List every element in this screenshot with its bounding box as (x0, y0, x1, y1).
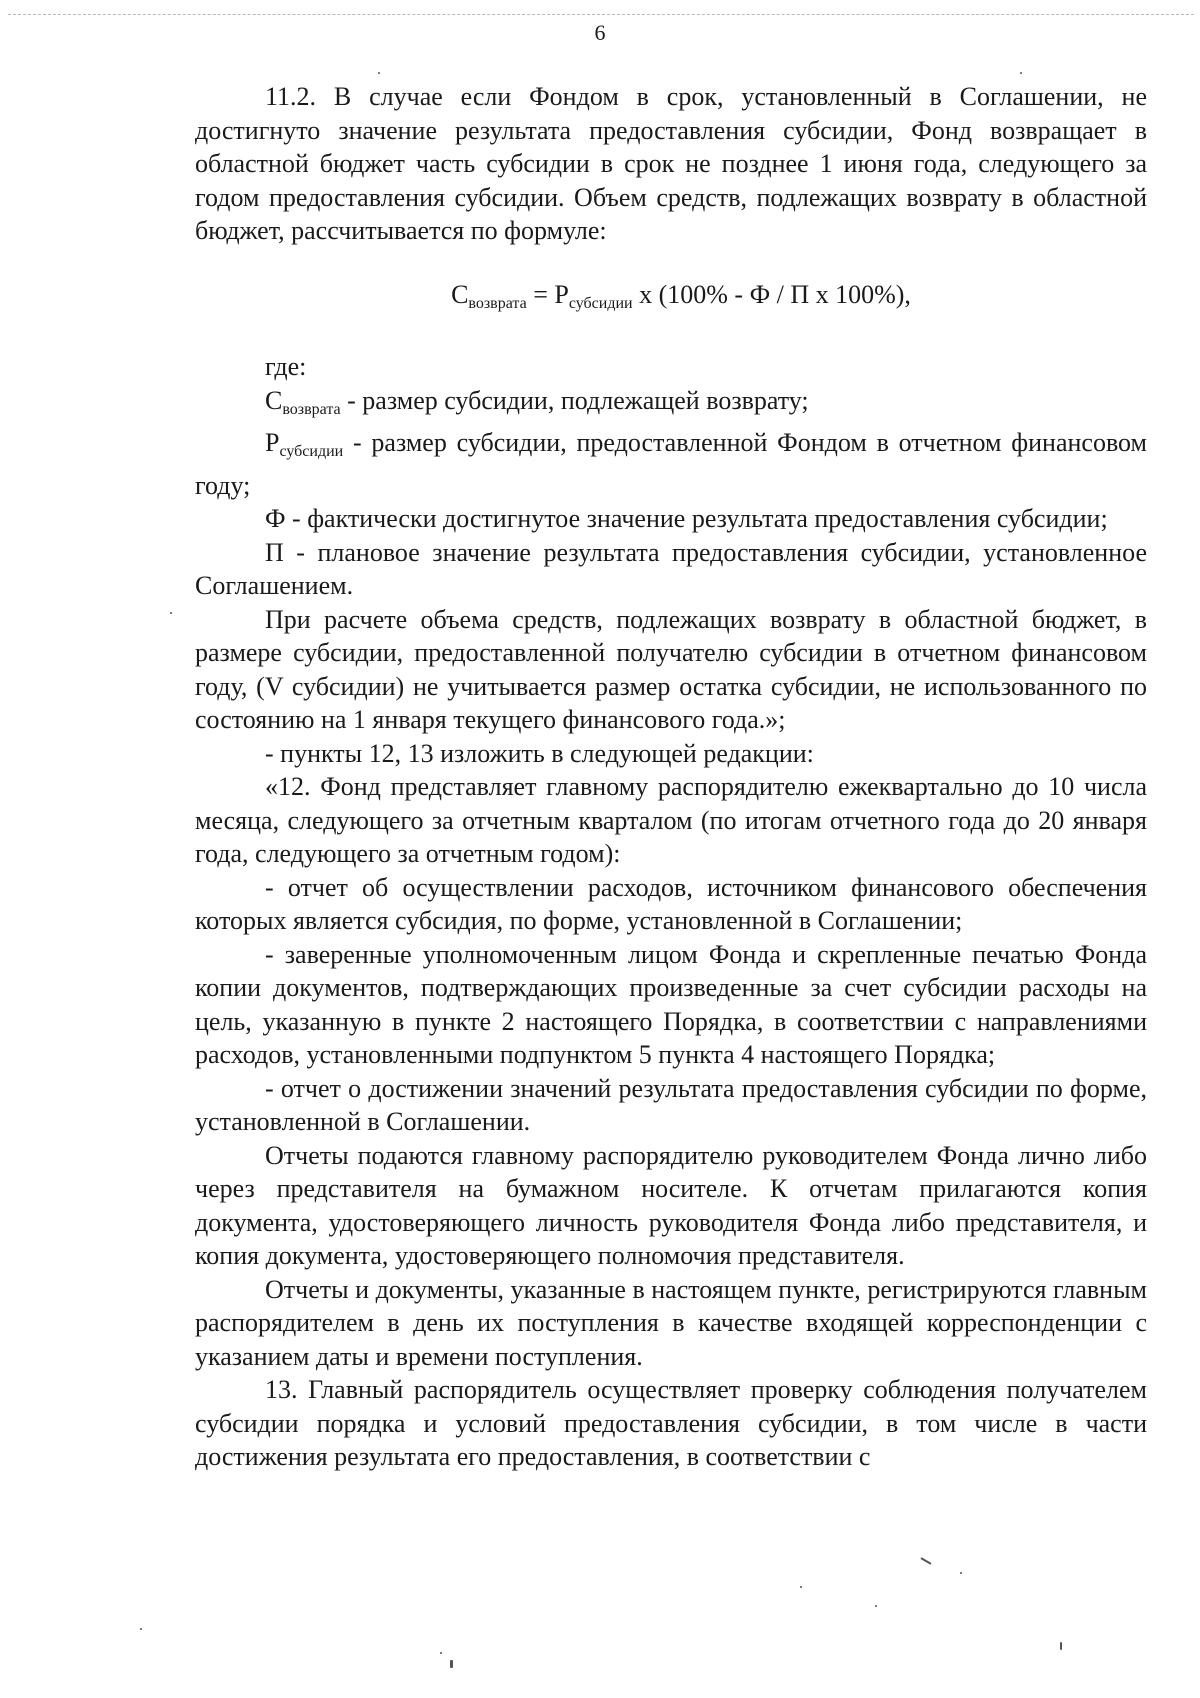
formula-p-subscript: субсидии (568, 294, 633, 312)
scan-speck (378, 72, 380, 74)
definition-p-text: - размер субсидии, предоставленной Фондом в отчетном финансовом году; (195, 428, 1147, 500)
scan-speck (800, 1586, 802, 1588)
scan-speck (450, 1660, 453, 1668)
definition-p-symbol: Р (265, 428, 280, 457)
paragraph-remainder-note: При расчете объема средств, подлежащих возврату в областной бюджет, в размере субсидии, предоставленной получателю субсидии в отчетном финансовом году, (V субсидии) не учитывается размер остатка субсидии, не использованного по состоянию на 1 января текущего финансового года.»; (195, 604, 1147, 734)
definition-c-subscript: возврата (282, 400, 341, 418)
paragraph-11-2: 11.2. В случае если Фондом в срок, установленный в Соглашении, не достигнуто значение результата предоставления субсидии, Фонд возвращает в областной бюджет часть субсидии в срок не позднее 1 июня года, следующего за годом предоставления субсидии. Объем средств, подлежащих возврату в областной бюджет, рассчитывается по формуле: (195, 82, 1147, 245)
paragraph-points-12-13: - пункты 12, 13 изложить в следующей редакции: (265, 738, 814, 768)
paragraph-report-submission: Отчеты подаются главному распорядителю руководителем Фонда лично либо через представителя на бумажном носителе. К отчетам прилагаются копия документа, удостоверяющего личность руководителя Фонда либо представителя, и копия документа, удостоверяющего полномочия представителя. (195, 1140, 1147, 1270)
paragraph-12: «12. Фонд представляет главному распорядителю ежеквартально до 10 числа месяца, следующего за отчетным кварталом (по итогам отчетного года до 20 января года, следующего за отчетным годом): (195, 772, 1147, 868)
definition-c-symbol: С (265, 385, 283, 415)
definition-c (195, 384, 1147, 427)
formula (195, 278, 1147, 321)
document-body (195, 80, 1147, 1474)
scan-speck (960, 1572, 962, 1574)
formula-c-subscript: возврата (468, 294, 527, 312)
list-item-result-report: - отчет о достижении значений результата предоставления субсидии по форме, установленной в Соглашении. (195, 1073, 1147, 1136)
scan-top-edge (8, 14, 1194, 15)
scan-speck (875, 1605, 877, 1607)
scan-speck (440, 1652, 442, 1654)
definition-p (195, 426, 1147, 502)
scan-speck (1060, 1642, 1062, 1650)
formula-expression: х (100% - Ф / П х 100%), (632, 279, 911, 309)
formula-c-symbol: С (451, 279, 469, 309)
where-label: где: (265, 352, 307, 381)
paragraph-13: 13. Главный распорядитель осуществляет проверку соблюдения получателем субсидии порядка и условий предоставления субсидии, в том числе в части достижения результата его предоставления, в соответствии с (195, 1375, 1147, 1471)
definition-c-text: - размер субсидии, подлежащей возврату; (340, 385, 809, 415)
definition-f: Ф - фактически достигнутое значение результата предоставления субсидии; (265, 504, 1108, 533)
list-item-certified-copies: - заверенные уполномоченным лицом Фонда и скрепленные печатью Фонда копии документов, подтверждающих произведенные за счет субсидии расходы на цель, указанную в пункте 2 настоящего Порядка, в соответствии с направлениями расходов, установленными подпунктом 5 пункта 4 настоящего Порядка; (195, 939, 1147, 1069)
scan-speck (1020, 72, 1022, 74)
scan-speck (920, 1557, 931, 1565)
formula-equals: = (526, 279, 555, 309)
scan-speck (170, 612, 172, 614)
page-number: 6 (594, 20, 606, 45)
list-item-expense-report: - отчет об осуществлении расходов, источником финансового обеспечения которых является субсидия, по форме, установленной в Соглашении; (195, 872, 1147, 935)
formula-p-symbol: Р (554, 279, 569, 309)
scan-speck (140, 1628, 142, 1630)
definition-pl: П - плановое значение результата предоставления субсидии, установленное Соглашением. (195, 537, 1147, 600)
paragraph-report-registration: Отчеты и документы, указанные в настоящем пункте, регистрируются главным распорядителем в день их поступления в качестве входящей корреспонденции с указанием даты и времени поступления. (195, 1274, 1147, 1371)
definition-p-subscript: субсидии (279, 443, 344, 460)
